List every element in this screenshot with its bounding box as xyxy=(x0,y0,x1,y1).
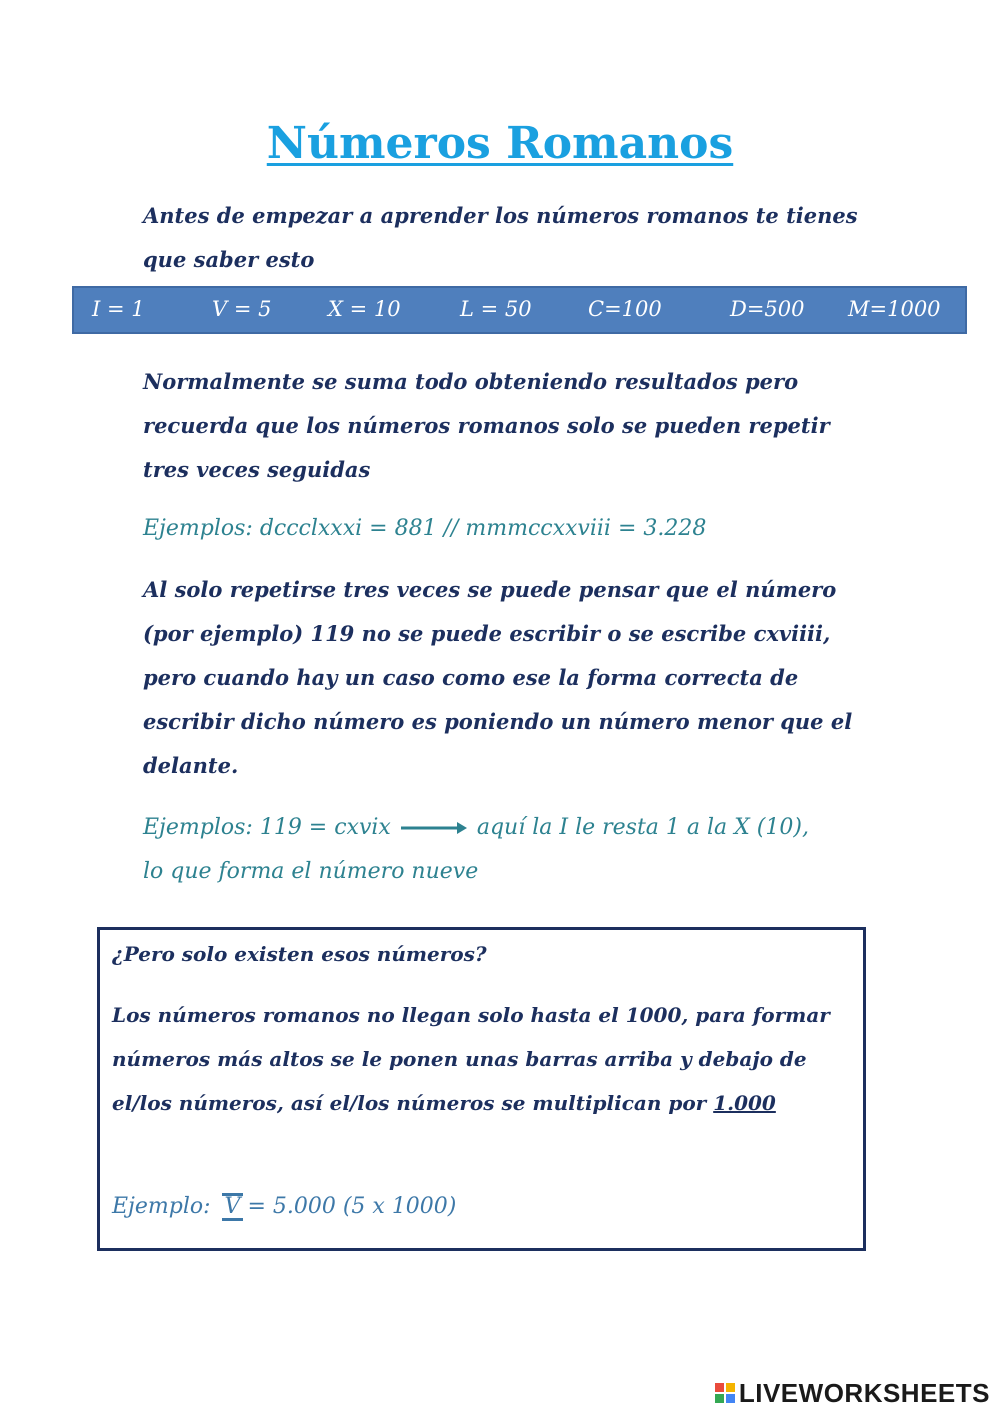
example-1: Ejemplos: dccclxxxi = 881 // mmmccxxviii = 3.228 xyxy=(143,516,707,541)
logo-square-3 xyxy=(715,1394,724,1403)
example-2-line2: lo que forma el número nueve xyxy=(143,859,479,884)
barred-v-symbol: V xyxy=(222,1193,244,1221)
example-2-right: aquí la I le resta 1 a la X (10), xyxy=(476,815,809,840)
liveworksheets-logo xyxy=(715,1379,990,1407)
box-question: ¿Pero solo existen esos números? xyxy=(112,942,487,966)
liveworksheets-logo-icon xyxy=(715,1383,735,1403)
roman-value-i: I = 1 xyxy=(92,297,145,321)
logo-square-1 xyxy=(715,1383,724,1392)
roman-value-m: M=1000 xyxy=(848,297,941,321)
roman-value-l: L = 50 xyxy=(460,297,532,321)
roman-value-x: X = 10 xyxy=(328,297,401,321)
page-title: Números Romanos xyxy=(266,118,734,169)
example-2 xyxy=(143,806,903,894)
box-example-label: Ejemplo: xyxy=(112,1194,211,1219)
rule-text: Normalmente se suma todo obteniendo resultados pero recuerda que los números romanos solo se pueden repetir tres veces seguidas xyxy=(143,369,830,482)
explanation-text: Al solo repetirse tres veces se puede pensar que el número (por ejemplo) 119 no se puede escribir o se escribe cxviiii, pero cuando hay un caso como ese la forma correcta de escribir dicho número es poniendo un número menor que el delante. xyxy=(143,577,853,778)
box-text xyxy=(112,993,852,1125)
box-body: Los números romanos no llegan solo hasta el 1000, para formar números más altos se le ponen unas barras arriba y debajo de el/los números, así el/los números se multiplican por xyxy=(112,1003,830,1115)
example-2-left: Ejemplos: 119 = cxvix xyxy=(143,815,391,840)
logo-square-2 xyxy=(726,1383,735,1392)
logo-square-4 xyxy=(726,1394,735,1403)
box-multiplier: 1.000 xyxy=(713,1091,776,1115)
right-arrow-icon xyxy=(399,820,469,836)
box-example-value: = 5.000 (5 x 1000) xyxy=(247,1194,457,1219)
roman-value-d: D=500 xyxy=(730,297,805,321)
roman-value-v: V = 5 xyxy=(212,297,272,321)
roman-value-c: C=100 xyxy=(588,297,662,321)
roman-values-band xyxy=(72,286,967,334)
intro-text: Antes de empezar a aprender los números romanos te tienes que saber esto xyxy=(143,203,858,272)
liveworksheets-brand: LIVEWORKSHEETS xyxy=(738,1377,990,1408)
box-example xyxy=(112,1185,852,1229)
